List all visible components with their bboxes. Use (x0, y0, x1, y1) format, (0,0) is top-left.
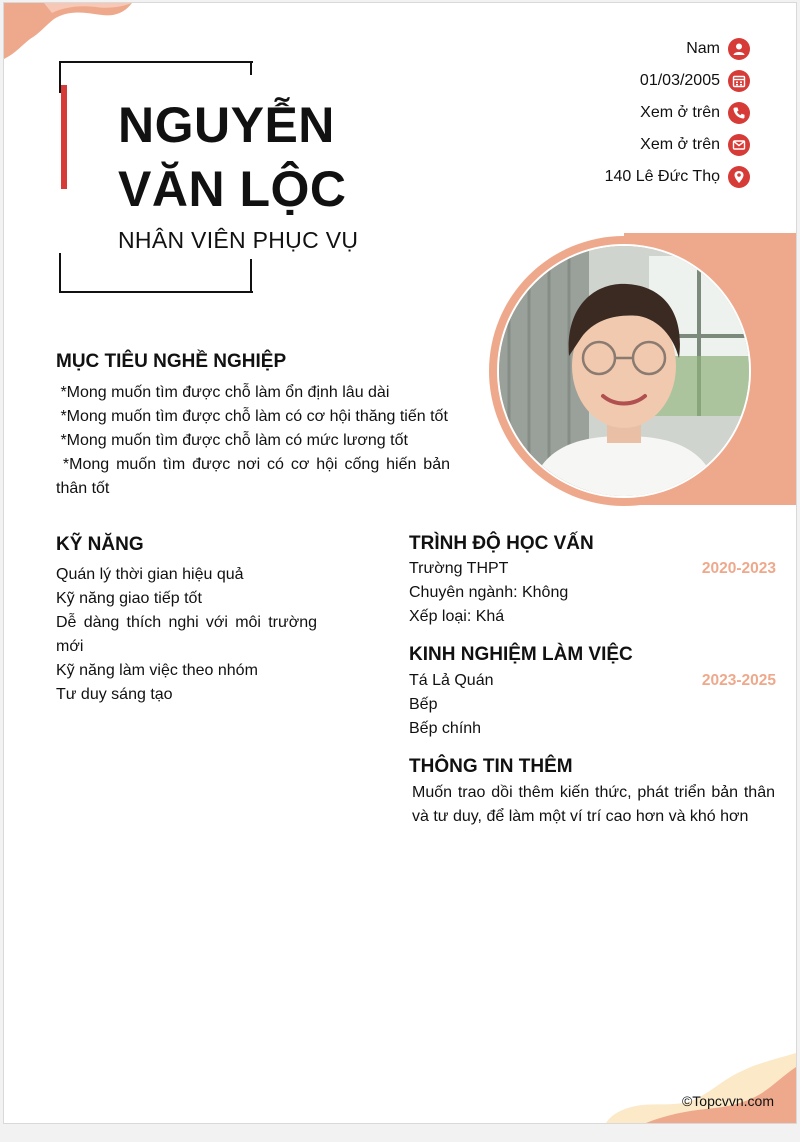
cv-page (3, 2, 797, 1124)
experience-heading: KINH NGHIỆM LÀM VIỆC (409, 644, 633, 665)
skill-item: Kỹ năng làm việc theo nhóm (56, 662, 258, 679)
phone-icon (728, 102, 750, 124)
contact-text: 01/03/2005 (639, 72, 720, 89)
education-school: Trường THPT (409, 560, 509, 577)
contact-gender (605, 33, 750, 65)
contact-email (605, 129, 750, 161)
extra-info-heading: THÔNG TIN THÊM (409, 756, 573, 777)
extra-info-text: Muốn trao dồi thêm kiến thức, phát triển bản thân và tư duy, để làm một ví trí cao hơn và khó hơn (412, 784, 775, 825)
contact-birthday (605, 65, 750, 97)
candidate-name (118, 93, 347, 221)
profile-photo-frame (489, 236, 759, 506)
education-grade: Xếp loại: Khá (409, 608, 505, 625)
skill-item: Tư duy sáng tạo (56, 686, 173, 703)
objective-item: *Mong muốn tìm được chỗ làm có mức lương tốt (56, 432, 408, 449)
name-line: VĂN LỘC (118, 161, 347, 217)
name-frame-corner (250, 259, 252, 291)
job-title: NHÂN VIÊN PHỤC VỤ (118, 227, 359, 253)
mail-icon (728, 134, 750, 156)
education-years: 2020-2023 (701, 560, 776, 577)
education-major: Chuyên ngành: Không (409, 584, 569, 601)
contact-phone (605, 97, 750, 129)
contact-text: 140 Lê Đức Thọ (604, 168, 720, 185)
accent-bar (61, 85, 67, 189)
objective-item: *Mong muốn tìm được chỗ làm có cơ hội thăng tiến tốt (56, 408, 448, 425)
objective-item: *Mong muốn tìm được chỗ làm ổn định lâu dài (56, 384, 390, 401)
profile-photo (497, 244, 751, 498)
contact-address (605, 161, 750, 193)
contact-list (605, 33, 750, 193)
contact-text: Xem ở trên (640, 104, 720, 121)
skills-list (56, 563, 317, 707)
experience-years: 2023-2025 (701, 672, 776, 689)
calendar-icon (728, 70, 750, 92)
skill-item: Kỹ năng giao tiếp tốt (56, 590, 202, 607)
skills-heading: KỸ NĂNG (56, 534, 144, 555)
contact-text: Xem ở trên (640, 136, 720, 153)
location-icon (728, 166, 750, 188)
footer-watermark: ©Topcvvn.com (681, 1093, 774, 1109)
decorative-blob-top-left (4, 3, 134, 63)
objective-section (56, 381, 455, 501)
experience-position: Bếp chính (409, 720, 482, 737)
objective-item: *Mong muốn tìm được nơi có cơ hội cống hiến bản thân tốt (56, 456, 455, 497)
experience-company: Tá Lả Quán (409, 672, 494, 689)
education-heading: TRÌNH ĐỘ HỌC VẤN (409, 533, 594, 554)
contact-text: Nam (686, 40, 720, 57)
objective-heading: MỤC TIÊU NGHỀ NGHIỆP (56, 351, 287, 372)
name-frame-corner (250, 61, 252, 75)
experience-department: Bếp (409, 696, 438, 713)
person-icon (728, 38, 750, 60)
skill-item: Dễ dàng thích nghi với môi trường mới (56, 614, 317, 655)
decorative-blob-bottom-right (606, 1053, 796, 1123)
frame-gap (58, 93, 118, 253)
name-line: NGUYỄN (118, 97, 335, 153)
skill-item: Quán lý thời gian hiệu quả (56, 566, 244, 583)
